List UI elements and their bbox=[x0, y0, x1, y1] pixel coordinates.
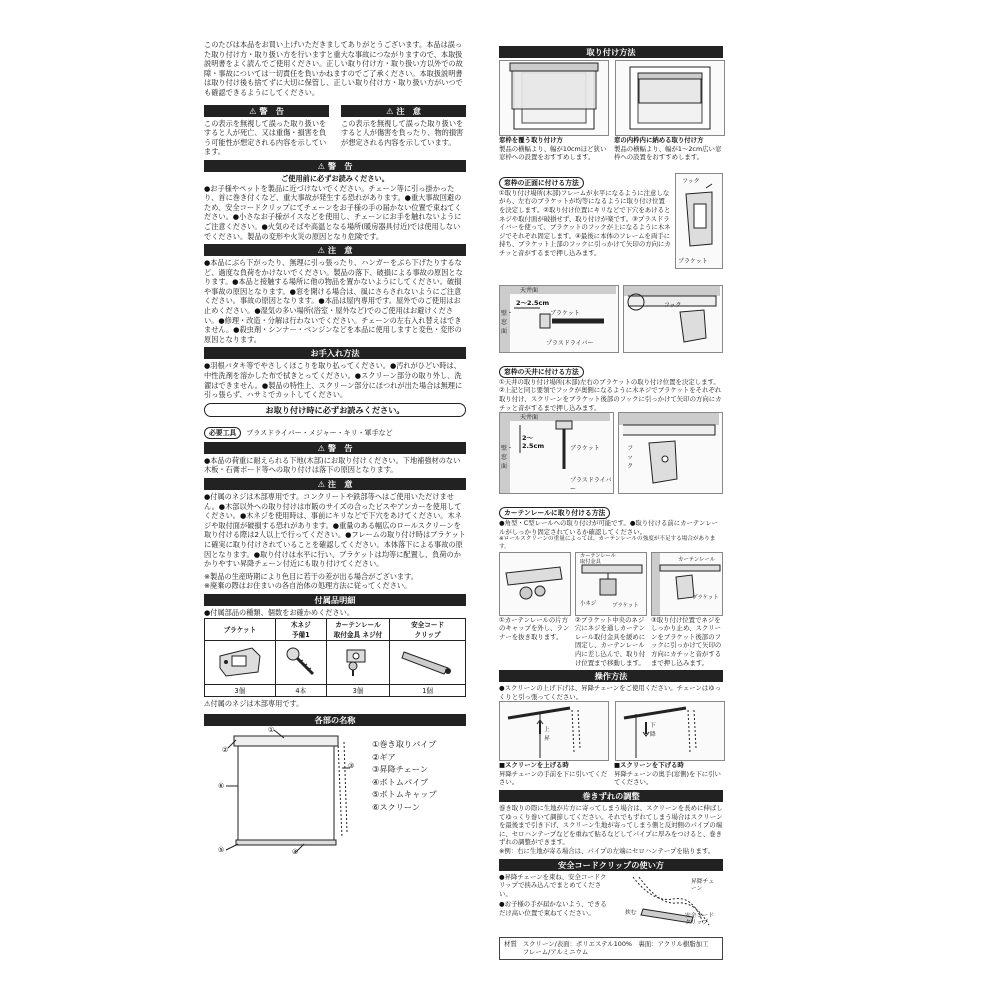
operation-captions bbox=[499, 761, 723, 787]
front-mount-tag: 窓枠の正面に付ける方法 bbox=[499, 177, 584, 189]
parts-table bbox=[204, 618, 466, 697]
parts-header-rail-fitting: カーテンレール 取付金具 ネジ付 bbox=[326, 618, 389, 640]
clip-header: 安全コードクリップの使い方 bbox=[499, 859, 723, 871]
ceiling-surface-label: 天井面 bbox=[520, 414, 539, 422]
clearance-label: 2〜2.5cm bbox=[516, 298, 550, 307]
lower-title: ■スクリーンを下げる時 bbox=[614, 761, 684, 770]
parts-note: ⚠付属のネジは木部専用です。 bbox=[204, 698, 304, 708]
raise-text: 昇降チェーンの手前を下に引いてください。 bbox=[499, 769, 608, 787]
raise-screen-diagram bbox=[499, 701, 609, 761]
inside-mount-title: 窓の内枠内に納める取り付け方 bbox=[614, 136, 704, 144]
wall-surface-label: 壁・窓面 bbox=[501, 445, 514, 471]
hook-label: フック bbox=[627, 445, 634, 471]
ceiling-surface-label: 天井面 bbox=[520, 286, 539, 294]
material-box bbox=[499, 937, 723, 960]
inside-mount-diagram bbox=[615, 60, 725, 136]
warning2-text: ●本品の荷重に耐えられる下地(木部)にお取り付けください。下地補強材のない木板・石膏ボード等への取り付けは落下の原因となります。 bbox=[204, 455, 461, 475]
caution-triangle-icon: ⚠ bbox=[317, 245, 325, 256]
rail-fitting-illustration bbox=[326, 640, 389, 684]
tools-text: プラスドライバー・メジャー・キリ・軍手など bbox=[246, 428, 393, 437]
care-text: ●羽根バタキ等でやさしくほこりを取り払ってください。●汚れがひどい時は、中性洗剤を溶かした布で拭きとってください。●スクリーン部分の取り外し、洗濯はできません。●製品の特性上、スクリーン部分にほつれが出た場合は無理に引っ張らず、ハサミでカットしてください。 bbox=[204, 361, 463, 400]
legend-caution-label: 注 意 bbox=[396, 105, 421, 116]
lower-text: 昇降チェーンの奥手(窓側)を下に引いてください。 bbox=[614, 769, 721, 787]
legend-warning-text: この表示を無視して誤った取り扱いをすると人が死亡、又は重傷・損害を負う可能性が想定される内容を示しています。 bbox=[204, 118, 327, 157]
bracket-label: ブラケット bbox=[692, 594, 719, 601]
rail-mount-diagrams bbox=[499, 552, 723, 616]
caution-triangle-icon: ⚠ bbox=[204, 698, 211, 708]
curtain-rail-label: カーテンレール bbox=[678, 556, 716, 563]
caution1-header: ⚠ 注 意 bbox=[204, 244, 466, 256]
install-captions bbox=[499, 136, 723, 162]
wall-surface-label: 壁・窓面 bbox=[501, 309, 514, 335]
parts-intro: ●付属部品の種類、個数をお確かめください。 bbox=[204, 607, 355, 617]
callout-3: ③ bbox=[348, 762, 355, 771]
front-mount-hook-diagram bbox=[623, 285, 723, 353]
callout-1: ① bbox=[268, 726, 275, 735]
parts-header: 付属品明細 bbox=[204, 594, 466, 606]
clip-text2: ●お子様の手が届かないよう、できるだけ高い位置で束ねてください。 bbox=[499, 900, 607, 917]
lower-arrow-label: 下降 bbox=[650, 723, 656, 739]
names-item: ①巻き取りパイプ bbox=[372, 739, 437, 750]
rail-step2: ②ブラケット中央のネジ穴にネジを通しカーテンレール取付金具を緩めに固定し、カーテンレール内に差し込んで、取り付け位置まで移動します。 bbox=[575, 615, 646, 667]
legend-warning bbox=[204, 102, 329, 157]
hook-label: フック bbox=[663, 301, 682, 309]
bracket-illustration bbox=[205, 640, 276, 684]
legend bbox=[204, 102, 466, 157]
caution-triangle-icon: ⚠ bbox=[386, 105, 394, 116]
caution2-text: ●付属のネジは木部専用です。コンクリートや鉄部等へはご使用いただけません。●木部以外への取り付けは市販のサイズの合ったビスやアンカーを使用してください。●木ネジを使用時は、事前にキリなどで下穴をあけてください。木ネジや取付面が破損する恐れがあります。●重量のある幅広のロールスクリーンを取り付ける際は2人以上で行ってください。●フレームの取り付け時はブラケットに確実に取り付けされていることを確認してください。本体落下による事故の原因となります。●取り付けは水平に行い、ブラケットは均等に配置し、負荷のかかりやすい昇降チェーン付近にも取り付けてください。 bbox=[204, 492, 466, 569]
wood-screw-illustration bbox=[275, 640, 326, 684]
warning1-heading: ご使用前に必ずお読みください。 bbox=[281, 173, 389, 183]
warning2-header: ⚠ 警 告 bbox=[204, 442, 466, 454]
bracket-label: ブラケット bbox=[570, 445, 600, 453]
rail-mount-note: ※ロールスクリーンの重量によっては、カーテンレールの強度が不足する場合があります。 bbox=[499, 536, 716, 550]
legend-caution bbox=[341, 102, 466, 157]
names-list bbox=[372, 738, 437, 813]
caution2-header: ⚠ 注 意 bbox=[204, 478, 466, 490]
rail-step3: ③取り付け位置でネジをしっかり止め、スクリーンをブラケット後部のフックに引っかけて矢印の方向にカチッと音がするまで押し込みます。 bbox=[651, 615, 722, 667]
parts-count-screw: 4本 bbox=[275, 684, 326, 696]
intro-text: このたびは本品をお買い上げいただきましてありがとうございます。本品は誤った取り付け方・取り扱い方を行いますと重大な事故につながりますので、本取扱説明書をよく読んでご使用ください。正しい取り付け方・取り扱い方以外での故障・事故については一切責任を負いかねますのでご了承ください。本取扱説明書は取り付け後も捨てずに大切に保管し、正しい取り付け方・取り扱い方がいつでも確認できるようにしてください。 bbox=[204, 40, 463, 97]
skew-text: 巻き取りの際に生地が片方に寄ってしまう場合は、スクリーンを長めに伸ばしてゆっくり巻いて調節してください。それでもずれてしまう場合はスクリーンを最後まで引き下げ、スクリーン生地が寄ってしまう側と反対側のパイプの端に、セロハンテープなどを重ねて貼るなどしてパイプに厚みをつけると、巻きずれの調整ができます。 bbox=[499, 804, 723, 847]
small-screw-label: 小ネジ bbox=[580, 600, 597, 607]
clip-section bbox=[499, 873, 723, 931]
clip-text1: ●昇降チェーンを束ね、安全コードクリップで挟み込んでまとめてください。 bbox=[499, 872, 607, 898]
warning1-header: ⚠ 警 告 bbox=[204, 160, 466, 172]
driver-label: プラスドライバー bbox=[570, 477, 612, 494]
ceiling-mount-hook-diagram bbox=[618, 412, 723, 494]
material-frame: フレーム/アルミニウム bbox=[522, 948, 589, 957]
pinch-label: 挟む bbox=[625, 909, 637, 916]
bracket-label: ブラケット bbox=[678, 257, 708, 265]
warning-triangle-icon: ⚠ bbox=[317, 442, 325, 453]
driver-label: プラスドライバー bbox=[546, 339, 594, 347]
operation-header: 操作方法 bbox=[499, 670, 723, 682]
parts-header-clip: 安全コード クリップ bbox=[390, 618, 466, 640]
operation-intro: ●スクリーンの上げ下げは、昇降チェーンをご使用ください。チェーンはゆっくりと引っ張ってください。 bbox=[499, 684, 722, 701]
names-item: ②ギア bbox=[372, 751, 396, 762]
warning1-text: ●お子様やペットを製品に近づけないでください。チェーン等に引っ掛かったり、首に巻き付くなど、重大事故が発生する恐れがあります。●重大事故回避のため、安全コードクリップにてチェーンをお子様の手の届かない位置で束ねてください。●小さなお子様がイスなどを使用し、チェーンにお手を触れないようにご注意ください。●火気のそばや高温となる場所(暖房器具付近)では使用しないでください。製品の変形や火災の原因となり危険です。 bbox=[204, 183, 462, 241]
front-mount-steps: ①取り付け場所(木部)フレームが水平になるように注意しながら、左右のブラケットが均等になるように取り付け位置を決定します。②取り付け位置にキリなどで下穴をあけるとネジや取付面が破損せず、取り付けが楽です。③プラスドライバーを使って、ブラケットのフックが上になるように木ネジでそれぞれ固定します。④最後に本体のフレームを両手に持ち、ブラケット上部のフックに引っかけて矢印の方向にカチッと音がするまで押し込みます。 bbox=[499, 188, 671, 257]
outside-mount-diagram bbox=[499, 60, 609, 136]
care-header: お手入れ方法 bbox=[204, 347, 466, 359]
names-item: ③昇降チェーン bbox=[372, 764, 429, 775]
front-mount-section-diagram bbox=[499, 285, 619, 353]
callout-5: ⑤ bbox=[218, 846, 225, 855]
callout-2: ② bbox=[222, 746, 229, 755]
install-header: 取り付け方法 bbox=[499, 46, 723, 58]
legend-caution-text: この表示を無視して誤った取り扱いをすると人が傷害を負ったり、物的損害が想定される内容を示しています。 bbox=[341, 118, 464, 147]
caution1-text: ●本品にぶら下がったり、無理に引っ張ったり、ハンガーをぶら下げたりするなど、過度な負荷をかけないでください。製品の落下、破損による事故の原因となります。●本品と接触する場所に他の物品を置かないようにしてください。破損や事故の原因となります。●窓を開ける場合は、風にさらされないようにご注意ください。事故の原因となります。●本品は屋内専用です。屋外でのご使用はお止めください。●湿気の多い場所(浴室・屋外など)でのご使用はお避けください。●修理・改造・分解は行わないでください。チェーンの左右入れ替えはできません。●殺虫剤・シンナー・ベンジンなどを本品に使用しますと変色・変形の原因となります。 bbox=[204, 258, 463, 344]
material-label: 材質 bbox=[504, 939, 517, 948]
chain-label: 昇降チェーン bbox=[691, 878, 715, 892]
ceiling-mount-steps: ①天井の取り付け場所(木部)左右のブラケットの取り付け位置を決定します。②上記と同じ要領でフックが奥側になるように木ネジでブラケットをそれぞれ取り付け、スクリーンをブラケット後部のフックに引っかけて矢印の方向にカチッと音がするまで押し込みます。 bbox=[499, 377, 722, 412]
clearance-label: 2〜2.5cm bbox=[522, 434, 545, 451]
rail-mount-steps bbox=[499, 616, 723, 668]
material-screen: スクリーン/表面：ポリエステル100% 裏面：アクリル樹脂加工 bbox=[522, 939, 709, 948]
before-install-header: お取り付け時に必ずお読みください。 bbox=[204, 403, 466, 417]
ceiling-mount-tag: 窓枠の天井に付ける方法 bbox=[499, 366, 584, 378]
warning-triangle-icon: ⚠ bbox=[249, 105, 257, 116]
skew-note: ※例：右に生地が寄る場合は、パイプの左端にセロハンテープを貼ります。 bbox=[499, 847, 715, 856]
bracket-hook-diagram bbox=[675, 173, 723, 269]
parts-header-bracket: ブラケット bbox=[205, 618, 276, 640]
callout-6: ⑥ bbox=[218, 782, 225, 791]
parts-count-clip: 1個 bbox=[390, 684, 466, 696]
tools-row bbox=[204, 420, 466, 439]
parts-header-screw: 木ネジ 予備1 bbox=[275, 618, 326, 640]
clip-label: 安全コードクリップ bbox=[685, 912, 714, 926]
left-column bbox=[204, 40, 466, 856]
ceiling-mount-detail bbox=[499, 412, 723, 494]
rail-fitting-label: カーテンレール取付金具 bbox=[580, 552, 616, 565]
raise-arrow-label: 上昇 bbox=[544, 727, 550, 743]
hook-label: フック bbox=[682, 177, 700, 185]
skew-header: 巻きずれの調整 bbox=[499, 790, 723, 802]
caution2-note2: ※廃棄の際はお住まいの各自治体の処理方法に従ってください。 bbox=[204, 581, 412, 591]
operation-diagrams bbox=[499, 701, 723, 761]
bracket-label: ブラケット bbox=[612, 602, 639, 609]
rail-mount-tag: カーテンレールに取り付ける方法 bbox=[499, 507, 610, 519]
right-column bbox=[499, 40, 723, 960]
bracket-label: ブラケット bbox=[550, 309, 580, 317]
names-item: ⑥スクリーン bbox=[372, 801, 421, 812]
inside-mount-text: 製品の横幅より、幅が1〜2cm広い窓枠への設置をおすすめします。 bbox=[614, 144, 722, 162]
install-diagrams bbox=[499, 60, 723, 136]
rail-step3-diagram bbox=[651, 552, 723, 616]
names-header: 各部の名称 bbox=[204, 714, 466, 726]
rail-mount-intro: ●角型・C型レールへの取り付けが可能です。●取り付ける前にカーテンレールがしっかり固定されているか確認してください。 bbox=[499, 519, 718, 536]
outside-mount-title: 窓枠を覆う取り付け方 bbox=[499, 136, 563, 144]
ceiling-mount-section-diagram bbox=[499, 412, 614, 494]
caution2-note1: ※製品の生産時期により色目に若干の差が出る場合がございます。 bbox=[204, 571, 418, 581]
rail-step1: ①カーテンレールの片方のキャップを外し、ランナーを抜き取ります。 bbox=[499, 615, 570, 641]
rail-step1-diagram bbox=[499, 552, 571, 616]
callout-4: ④ bbox=[292, 848, 299, 857]
outside-mount-text: 製品の横幅より、幅が10cmほど狭い窓枠への設置をおすすめします。 bbox=[499, 144, 607, 162]
rail-step2-diagram bbox=[575, 552, 647, 616]
raise-title: ■スクリーンを上げる時 bbox=[499, 761, 569, 770]
legend-warning-label: 警 告 bbox=[259, 105, 284, 116]
front-mount-detail bbox=[499, 285, 723, 353]
tools-tag: 必要工具 bbox=[204, 427, 241, 439]
names-item: ⑤ボトムキャップ bbox=[372, 789, 437, 800]
names-area bbox=[204, 728, 466, 856]
parts-count-bracket: 3個 bbox=[205, 684, 276, 696]
warning-triangle-icon: ⚠ bbox=[317, 160, 325, 171]
parts-count-rail-fitting: 3個 bbox=[326, 684, 389, 696]
caution-triangle-icon: ⚠ bbox=[317, 479, 325, 489]
safety-clip-illustration bbox=[390, 640, 466, 684]
names-item: ④ボトムパイプ bbox=[372, 776, 429, 787]
clip-diagram bbox=[613, 873, 723, 931]
lower-screen-diagram bbox=[615, 701, 725, 761]
